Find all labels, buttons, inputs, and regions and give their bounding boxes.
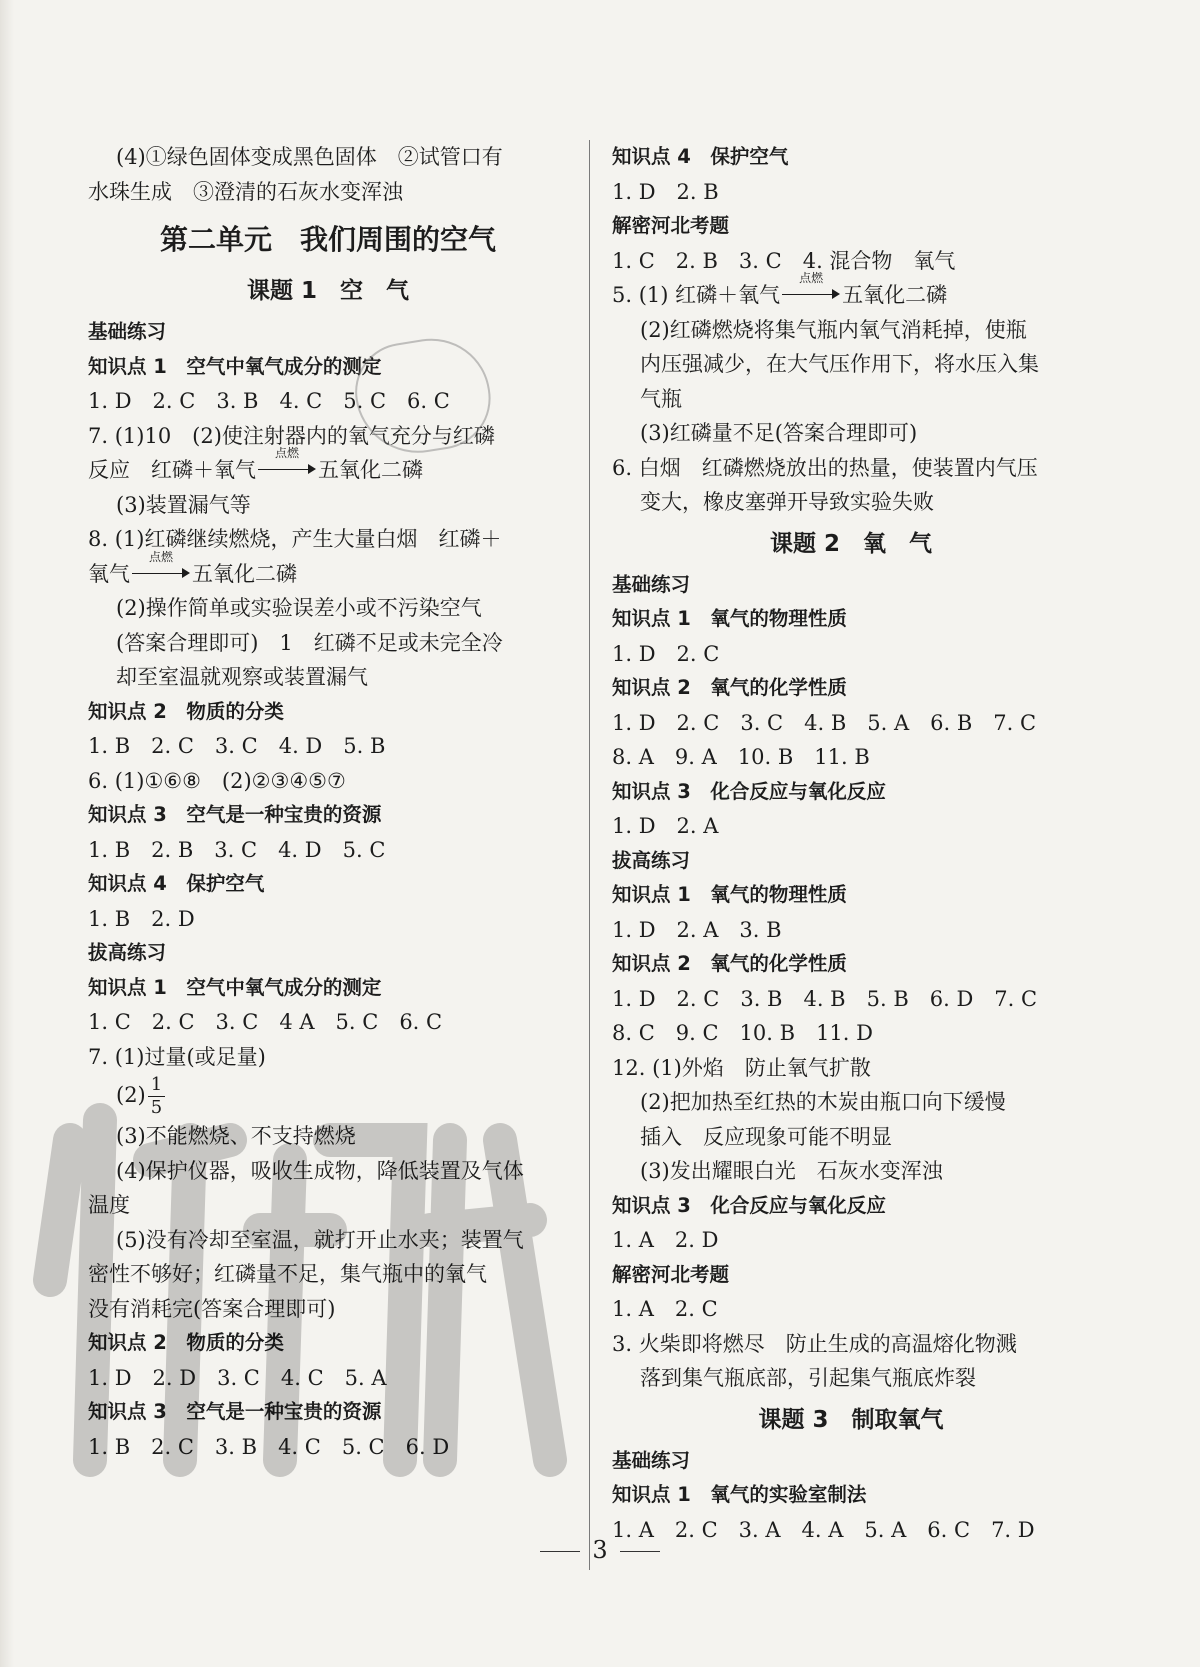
answer-line: (3)发出耀眼白光 石灰水变浑浊 [640, 1159, 943, 1183]
equation-line [612, 271, 1090, 313]
reaction-arrow [132, 549, 190, 583]
reaction-arrow [258, 446, 316, 479]
answer-line: 1. D 2. B [612, 179, 719, 204]
answer-line: 1. D 2. C 3. B 4. B 5. B 6. D 7. C [612, 986, 1038, 1011]
section-heading: 知识点 3 空气是一种宝贵的资源 [88, 1400, 382, 1423]
fraction-denominator: 5 [150, 1097, 163, 1118]
section-heading: 拔高练习 [88, 941, 167, 964]
reaction-arrow [782, 271, 840, 304]
answer-line: (3)不能燃烧、不支持燃烧 [116, 1124, 356, 1148]
section-heading: 知识点 3 化合反应与氧化反应 [612, 779, 886, 803]
answer-line: 没有消耗完(答案合理即可) [88, 1296, 336, 1321]
answer-line: 气瓶 [640, 386, 682, 411]
page-number: 3 [0, 1536, 1200, 1564]
answer-line: (3)装置漏气等 [116, 492, 251, 517]
section-heading: 解密河北考题 [612, 214, 730, 237]
section-heading: 知识点 1 氧气的实验室制法 [612, 1483, 867, 1506]
section-heading: 知识点 2 氧气的化学性质 [612, 952, 847, 975]
fraction-numerator: 1 [148, 1074, 165, 1097]
section-heading: 知识点 4 保护空气 [612, 145, 789, 168]
equation-products: 五氧化二磷 [318, 458, 423, 482]
answer-line: 1. D 2. C [612, 641, 720, 666]
lesson-title: 课题 3 制取氧气 [758, 1406, 944, 1433]
answer-line: 6. (1)①⑥⑧ (2)②③④⑤⑦ [88, 768, 346, 793]
equation-line [88, 446, 568, 488]
answer-line: 水珠生成 ③澄清的石灰水变浑浊 [88, 179, 403, 204]
answer-line: 却至室温就观察或装置漏气 [116, 665, 368, 689]
answer-line: 内压强减少，在大气压作用下，将水压入集 [640, 352, 1039, 376]
right-column [612, 140, 1090, 1547]
reaction-condition: 点燃 [274, 446, 299, 460]
answer-label: (2) [116, 1083, 146, 1107]
answer-line: 1. D 2. C 3. B 4. C 5. C 6. C [88, 389, 450, 413]
watermark-graphic [30, 1080, 570, 1500]
column-divider [589, 140, 590, 1570]
equation-reactants: 氧气 [88, 561, 130, 586]
answer-line: 1. A 2. D [612, 1228, 719, 1252]
answer-line: 1. A 2. C 3. A 4. A 5. A 6. C 7. D [612, 1517, 1035, 1542]
answer-line: 1. D 2. A 3. B [612, 917, 782, 942]
answer-line: 8. A 9. A 10. B 11. B [612, 745, 870, 769]
answer-line: (5)没有冷却至室温，就打开止水夹；装置气 [116, 1227, 524, 1252]
answer-line: 1. A 2. C [612, 1297, 718, 1321]
answer-line: 8. (1)红磷继续燃烧，产生大量白烟 红磷＋ [88, 527, 502, 551]
section-heading: 知识点 4 保护空气 [88, 872, 265, 895]
section-heading: 知识点 2 氧气的化学性质 [612, 676, 847, 699]
equation-products: 五氧化二磷 [192, 561, 297, 586]
section-heading: 知识点 1 氧气的物理性质 [612, 607, 847, 630]
answer-line: 1. D 2. D 3. C 4. C 5. A [88, 1365, 387, 1390]
answer-line: (4)保护仪器，吸收生成物，降低装置及气体 [116, 1158, 524, 1183]
unit-title: 第二单元 我们周围的空气 [159, 223, 496, 256]
section-heading: 基础练习 [88, 320, 167, 343]
answer-line: 1. B 2. C 3. B 4. C 5. C 6. D [88, 1434, 450, 1459]
equation-reactants: 反应 红磷＋氧气 [88, 458, 256, 482]
answer-line: 插入 反应现象可能不明显 [640, 1124, 892, 1149]
answer-line: 1. B 2. D [88, 906, 195, 931]
section-heading: 知识点 3 空气是一种宝贵的资源 [88, 803, 382, 826]
section-heading: 知识点 1 空气中氧气成分的测定 [88, 975, 382, 999]
section-heading: 知识点 3 化合反应与氧化反应 [612, 1193, 886, 1217]
reaction-condition: 点燃 [148, 549, 173, 564]
answer-line: 7. (1)过量(或足量) [88, 1044, 266, 1069]
answer-line: 温度 [88, 1193, 130, 1217]
answer-line: 密性不够好；红磷量不足，集气瓶中的氧气 [88, 1262, 487, 1286]
page-edge-shadow [0, 0, 14, 1667]
answer-line: 1. B 2. B 3. C 4. D 5. C [88, 837, 386, 862]
answer-line: 12. (1)外焰 防止氧气扩散 [612, 1055, 871, 1080]
answer-line: 1. C 2. C 3. C 4 A 5. C 6. C [88, 1010, 443, 1034]
equation-reactants: 5. (1) 红磷＋氧气 [612, 283, 781, 307]
answer-line: 1. B 2. C 3. C 4. D 5. B [88, 734, 386, 758]
answer-line: (3)红磷量不足(答案合理即可) [640, 421, 918, 445]
section-heading: 知识点 1 氧气的物理性质 [612, 883, 847, 906]
equation-products: 五氧化二磷 [842, 283, 948, 307]
answer-line: (2)操作简单或实验误差小或不污染空气 [116, 596, 482, 620]
answer-line: 落到集气瓶底部，引起集气瓶底炸裂 [640, 1366, 976, 1390]
section-heading: 知识点 2 物质的分类 [88, 1331, 284, 1354]
answer-line: 8. C 9. C 10. B 11. D [612, 1021, 873, 1045]
section-heading: 知识点 1 空气中氧气成分的测定 [88, 354, 382, 378]
answer-line: 1. C 2. B 3. C 4. 混合物 氧气 [612, 248, 956, 273]
answer-line: 7. (1)10 (2)使注射器内的氧气充分与红磷 [88, 423, 495, 448]
answer-line: 1. D 2. C 3. C 4. B 5. A 6. B 7. C [612, 710, 1037, 735]
answer-line: (2)把加热至红热的木炭由瓶口向下缓慢 [640, 1090, 1006, 1114]
section-heading: 基础练习 [612, 1448, 691, 1472]
section-heading: 拔高练习 [612, 848, 691, 872]
section-heading: 知识点 2 物质的分类 [88, 699, 284, 723]
answer-line: (2)红磷燃烧将集气瓶内氧气消耗掉，使瓶 [640, 317, 1027, 342]
answer-line: 1. D 2. A [612, 814, 719, 838]
section-heading: 基础练习 [612, 572, 691, 596]
equation-line [88, 549, 568, 592]
answer-line: (4)①绿色固体变成黑色固体 ②试管口有 [116, 145, 503, 169]
answer-line: 变大，橡皮塞弹开导致实验失败 [640, 490, 934, 514]
answer-line: (答案合理即可) 1 红磷不足或未完全冷 [116, 630, 503, 655]
answer-line: 3. 火柴即将燃尽 防止生成的高温熔化物溅 [612, 1331, 1017, 1356]
section-heading: 解密河北考题 [612, 1262, 730, 1286]
lesson-title: 课题 1 空 气 [246, 278, 409, 304]
lesson-title: 课题 2 氧 气 [769, 530, 932, 557]
reaction-condition: 点燃 [799, 271, 824, 285]
answer-line: 6. 白烟 红磷燃烧放出的热量，使装置内气压 [612, 455, 1038, 480]
